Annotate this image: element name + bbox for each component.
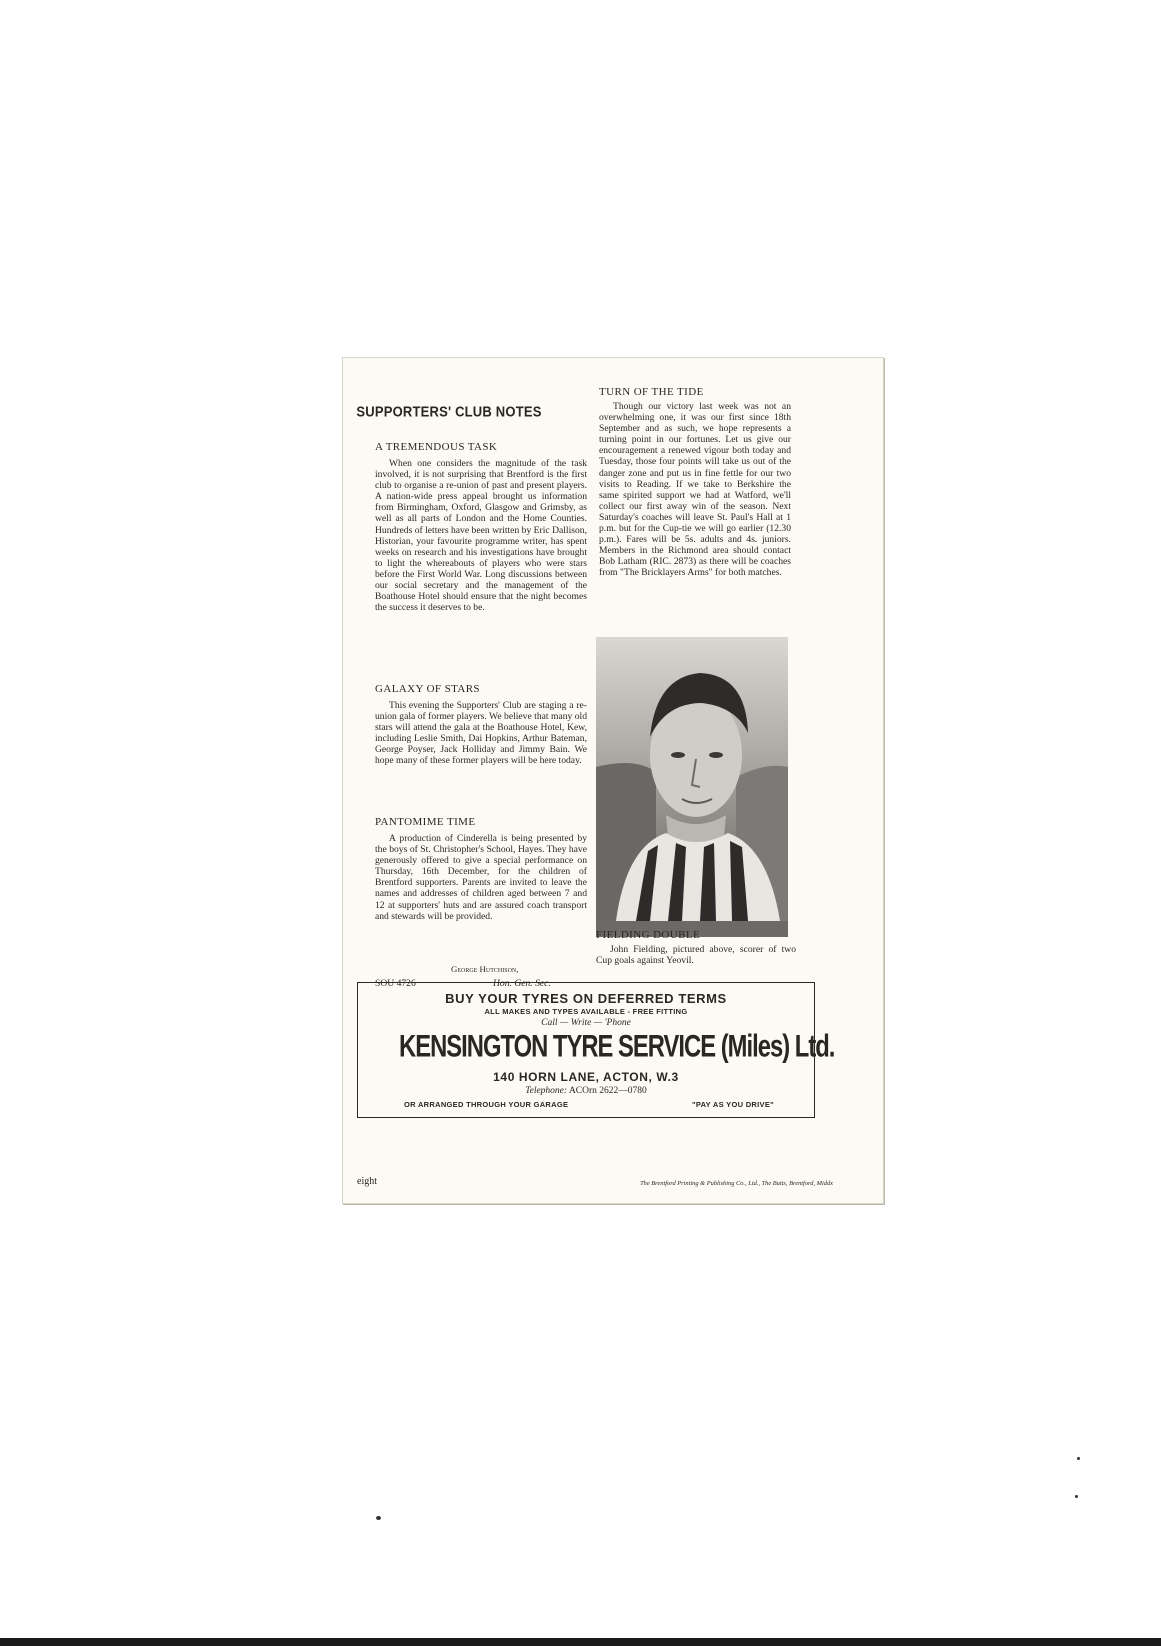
telephone-number: ACOrn 2622—0780 (568, 1086, 647, 1096)
photo-caption (596, 929, 796, 966)
advert-telephone (358, 1086, 814, 1096)
main-title: SUPPORTERS' CLUB NOTES (356, 402, 542, 421)
photo-caption-text: John Fielding, pictured above, scorer of two Cup goals against Yeovil. (596, 944, 796, 967)
advert-headline: BUY YOUR TYRES ON DEFERRED TERMS (445, 991, 727, 1006)
scan-speck (1075, 1495, 1078, 1498)
scan-speck (376, 1516, 381, 1520)
signature-name: George Hutchison, (451, 964, 519, 974)
section-turn-of-tide (599, 386, 791, 579)
section-heading: TURN OF THE TIDE (599, 386, 704, 398)
player-photo (596, 637, 788, 937)
section-heading: PANTOMIME TIME (375, 816, 476, 828)
section-heading: A TREMENDOUS TASK (375, 441, 498, 453)
advert-company-name: KENSINGTON TYRE SERVICE (Miles) Ltd. (399, 1029, 835, 1065)
bottom-edge-bar (0, 1638, 1161, 1646)
advert-subline: ALL MAKES AND TYPES AVAILABLE - FREE FITTING (484, 1007, 688, 1016)
section-galaxy-of-stars (375, 683, 587, 767)
section-body: When one considers the magnitude of the task involved, it is not surprising that Brentford is the first club to organise a re-union of past and present players. A nation-wide press appeal brought us information from Birmingham, Oxford, Glasgow and Grimsby, as well as all parts of London and the Home Counties. Hundreds of letters have been written by Eric Dallison, Historian, your favourite programme writer, has spent weeks on research and his investigations have brought to light the whereabouts of players who were stars before the First World War. Long discussions between our social secretary and the management of the Boathouse Hotel should ensure that the night becomes the success it deserves to be. (375, 458, 587, 614)
section-heading: GALAXY OF STARS (375, 683, 480, 695)
advert-garage-note: OR ARRANGED THROUGH YOUR GARAGE (404, 1100, 569, 1109)
section-body: This evening the Supporters' Club are staging a re-union gala of former players. We believe that many old stars will attend the gala at the Boathouse Hotel, Kew, including Leslie Smith, Dai Hopkins, Arthur Bateman, George Poyser, Jack Holliday and Jimmy Bain. We hope many of these former players will be here today. (375, 700, 587, 767)
advert-contact-methods: Call — Write — 'Phone (541, 1018, 631, 1028)
advert-address: 140 HORN LANE, ACTON, W.3 (493, 1070, 679, 1084)
section-pantomime-time (375, 816, 587, 922)
printer-credit: The Brentford Printing & Publishing Co., Ltd., The Butts, Brentford, Middx (640, 1180, 833, 1187)
player-portrait (596, 637, 788, 921)
section-body: A production of Cinderella is being presented by the boys of St. Christopher's School, Hayes. They have generously offered to give a special performance on Thursday, 16th December, for the children of Brentford supporters. Parents are invited to leave the names and addresses of children aged between 7 and 12 at supporters' huts and are assured coach transport and stewards will be provided. (375, 833, 587, 922)
photo-caption-heading: FIELDING DOUBLE (596, 929, 701, 941)
tyre-advert (357, 982, 835, 1118)
scan-speck (1077, 1457, 1080, 1460)
advert-bottom-row (404, 1100, 774, 1109)
phone-number: SOU 4726 (375, 978, 416, 989)
programme-page (342, 357, 884, 1204)
section-body: Though our victory last week was not an overwhelming one, it was our first since 18th September and as such, we hope represents a turning point in our fortunes. Let us give our encouragement a renewed vigour both today and Tuesday, those four points will take us out of the danger zone and put us in fine fettle for our two visits to Reading. If we take to Berkshire the same spirited support we had at Watford, we'll collect our first away win of the season. Next Saturday's coaches will leave St. Paul's Hall at 1 p.m. but for the Cup-tie we will go earlier (12.30 p.m.). Fares will be 5s. adults and 4s. juniors. Members in the Richmond area should contact Bob Latham (RIC. 2873) as there will be coaches from "The Bricklayers Arms" for both matches. (599, 401, 791, 579)
page-number: eight (357, 1176, 377, 1187)
section-tremendous-task (375, 441, 587, 613)
advert-slogan: "PAY AS YOU DRIVE" (692, 1100, 774, 1109)
signature-title: Hon. Gen. Sec. (493, 978, 551, 989)
telephone-label: Telephone: (525, 1086, 568, 1096)
